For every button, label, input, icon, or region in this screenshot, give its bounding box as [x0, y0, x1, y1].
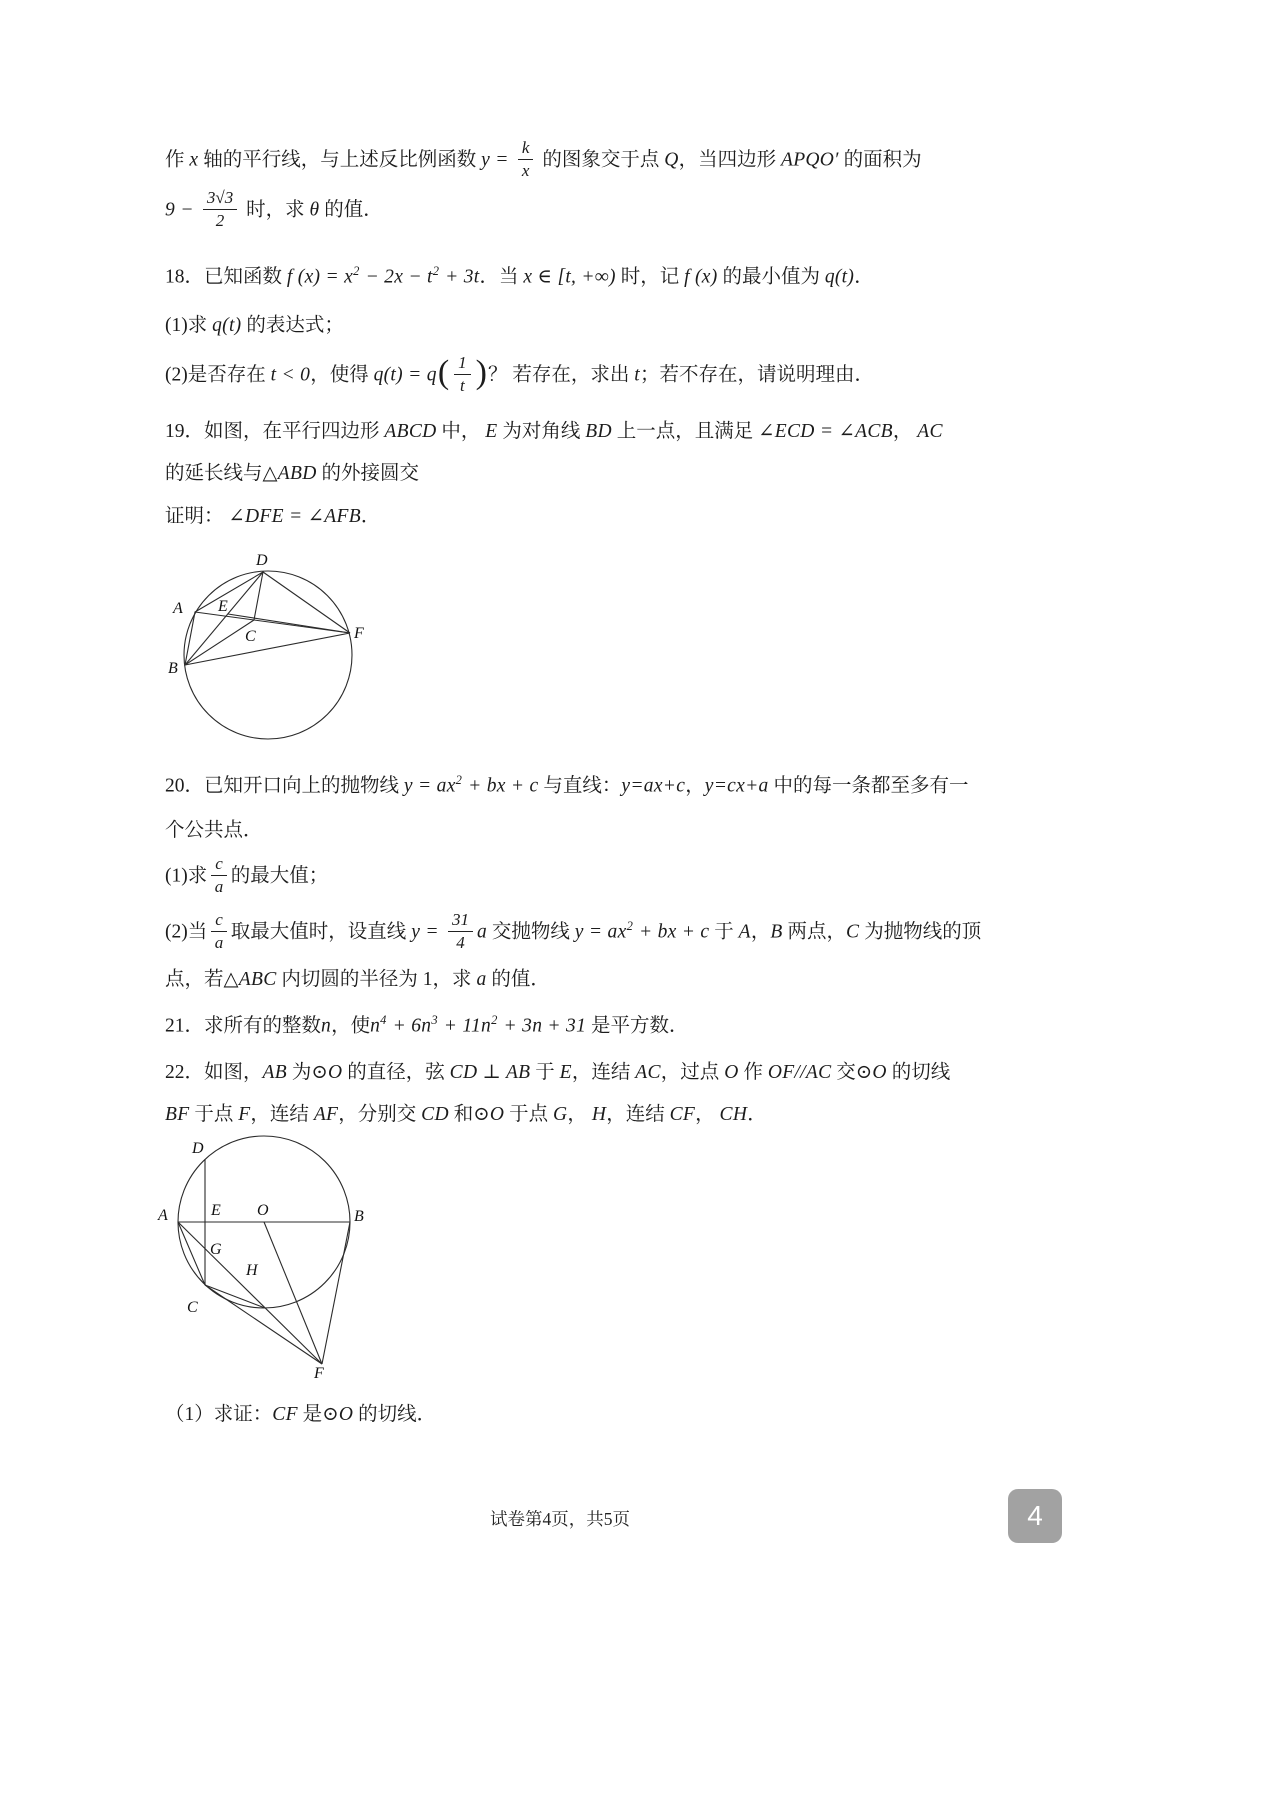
segment-ch — [205, 1285, 265, 1308]
text-run: 是平方数． — [586, 1015, 689, 1037]
text-run: ，连结 — [571, 1062, 636, 1083]
point-label-d: D — [256, 552, 268, 569]
math-run: y = — [411, 921, 444, 943]
math-run: ⊙O — [473, 1104, 505, 1125]
fraction: $\frac{c}{a}$ — [211, 854, 227, 896]
text-run: 和 — [448, 1104, 474, 1125]
superscript: 2 — [455, 773, 462, 787]
text-run: 时，记 — [615, 266, 685, 288]
segment-ac — [178, 1222, 205, 1285]
circumcircle — [184, 571, 352, 739]
text-run: 21．求所有的整数 — [165, 1015, 322, 1037]
text-line-14 — [165, 1011, 689, 1041]
text-run: (1)求 — [165, 315, 213, 336]
text-run: ， — [695, 1104, 720, 1125]
text-line-13 — [165, 966, 550, 994]
math-run: x — [189, 149, 199, 171]
point-label-a: A — [158, 1207, 168, 1224]
text-run: 的值． — [319, 199, 383, 221]
text-run: 20．已知开口向上的抛物线 — [165, 775, 404, 797]
segment-af — [178, 1222, 322, 1364]
math-run: a — [476, 969, 487, 990]
big-paren: ) — [475, 354, 487, 392]
text-run: 的直径，弦 — [342, 1062, 450, 1083]
math-run: ⊙O — [855, 1062, 887, 1083]
text-run: 的切线 — [886, 1062, 951, 1083]
math-run: E — [485, 421, 498, 442]
page-footer: 试卷第4页，共5页 — [490, 1509, 630, 1529]
text-run: 于点 — [189, 1104, 239, 1125]
text-run: 19．如图，在平行四边形 — [165, 421, 385, 442]
math-run: AC — [635, 1062, 661, 1083]
math-run: 9 − — [165, 199, 199, 221]
math-run: Q — [664, 149, 679, 171]
text-run: ，连结 — [606, 1104, 670, 1125]
text-run: 点，若 — [165, 969, 224, 990]
text-run: 的延长线与 — [165, 463, 263, 484]
text-line-11 — [165, 856, 328, 898]
segment-bd — [185, 572, 263, 665]
text-run: 于点 — [504, 1104, 554, 1125]
point-label-e: E — [218, 598, 228, 615]
fraction: $\frac{k}{x}$ — [518, 138, 534, 180]
text-run: ， — [892, 421, 918, 442]
point-label-e: E — [211, 1202, 221, 1219]
math-run: CD ⊥ AB — [449, 1062, 531, 1083]
text-run: 证明： — [165, 506, 229, 527]
text-run: 的图象交于点 — [537, 149, 665, 171]
text-run: 的最大值； — [230, 865, 329, 887]
text-run: ， — [685, 775, 705, 797]
text-run: ；若不存在，请说明理由． — [639, 364, 874, 386]
point-label-h: H — [246, 1262, 258, 1279]
math-run: n — [370, 1015, 381, 1037]
text-run: ， — [567, 1104, 592, 1125]
math-run: y = ax — [403, 775, 456, 797]
text-run: ， — [750, 921, 771, 943]
text-run: (2)当 — [165, 921, 208, 943]
text-run: 于 — [530, 1062, 560, 1083]
point-label-c: C — [187, 1299, 198, 1316]
text-run: (2)是否存在 — [165, 364, 271, 386]
fraction: $\frac{1}{t}$ — [454, 353, 471, 395]
text-line-10 — [165, 817, 263, 845]
text-run: ． — [360, 506, 381, 527]
fraction: $\frac{31}{4}$ — [448, 910, 473, 952]
math-run: C — [846, 921, 860, 943]
math-run: n — [321, 1015, 332, 1037]
math-run: − 2x − t — [360, 266, 433, 288]
math-run: A — [738, 921, 751, 943]
math-run: ∠ECD = ∠ACB — [758, 421, 893, 442]
math-run: △ABC — [223, 969, 277, 990]
text-run: ． — [854, 266, 874, 288]
text-run: 交 — [831, 1062, 856, 1083]
text-run: (1)求 — [165, 865, 208, 887]
text-run: 为对角线 — [497, 421, 586, 442]
math-run: + 6n — [387, 1015, 432, 1037]
point-label-g: G — [210, 1241, 222, 1258]
text-run: （1）求证： — [165, 1404, 273, 1425]
text-line-2 — [165, 190, 383, 232]
math-run: CD — [421, 1104, 449, 1125]
math-run: x ∈ [t, +∞) — [523, 266, 616, 288]
math-run: ⊙O — [311, 1062, 343, 1083]
point-label-f: F — [314, 1365, 324, 1380]
text-line-1 — [165, 140, 922, 182]
math-run: E — [559, 1062, 572, 1083]
math-run: BF — [165, 1104, 190, 1125]
math-run: ABCD — [384, 421, 437, 442]
superscript: 2 — [626, 919, 633, 934]
text-run: 的切线． — [353, 1404, 437, 1425]
text-run: 的值． — [486, 969, 550, 990]
math-run: BD — [585, 421, 612, 442]
geometry-diagram-problem-19 — [165, 545, 375, 760]
math-run: + 3t — [439, 266, 480, 288]
fraction: $\frac{c}{a}$ — [211, 910, 227, 952]
text-run: 轴的平行线，与上述反比例函数 — [198, 149, 482, 171]
text-run: ？ 若存在，求出 — [487, 364, 635, 386]
math-run: θ — [309, 199, 320, 221]
text-line-8 — [165, 503, 380, 531]
text-run: 的面积为 — [838, 149, 922, 171]
text-run: 的表达式； — [241, 315, 344, 336]
math-run: H — [591, 1104, 607, 1125]
math-run: APQO′ — [780, 149, 839, 171]
math-run: q(t) — [212, 315, 242, 336]
text-run: 18．已知函数 — [165, 266, 287, 288]
math-run: + 11n — [438, 1015, 492, 1037]
big-paren: ( — [437, 354, 450, 392]
superscript: 2 — [491, 1013, 498, 1027]
math-run: F — [238, 1104, 251, 1125]
math-run: AC — [917, 421, 943, 442]
math-run: B — [770, 921, 783, 943]
math-run: y=ax+c — [621, 775, 686, 797]
text-run: ，当四边形 — [678, 149, 781, 171]
text-run: 作 — [738, 1062, 768, 1083]
text-line-9 — [165, 771, 968, 801]
text-run: 时，求 — [241, 199, 310, 221]
text-run: ． — [747, 1104, 767, 1125]
math-run: OF//AC — [767, 1062, 832, 1083]
text-run: 为抛物线的顶 — [859, 921, 982, 943]
superscript: 2 — [432, 264, 439, 278]
text-run: ，过点 — [660, 1062, 725, 1083]
math-run: y = — [481, 149, 514, 171]
text-run: 是 — [297, 1404, 323, 1425]
text-run: 于 — [709, 921, 739, 943]
text-run: 中的每一条都至多有一 — [768, 775, 969, 797]
superscript: 3 — [431, 1013, 438, 1027]
text-run: 22．如图， — [165, 1062, 263, 1083]
math-run: △ABD — [262, 463, 317, 484]
superscript: 2 — [353, 264, 360, 278]
text-line-7 — [165, 460, 419, 488]
math-run: CF — [272, 1404, 298, 1425]
text-run: 作 — [165, 149, 190, 171]
text-line-4 — [165, 312, 344, 340]
text-run: ，连结 — [250, 1104, 314, 1125]
math-run: t < 0 — [270, 364, 311, 386]
text-run: ，分别交 — [338, 1104, 422, 1125]
math-run: q(t) — [824, 266, 855, 288]
text-run: ，使得 — [310, 364, 374, 386]
math-run: O — [724, 1062, 739, 1083]
math-run: t — [634, 364, 640, 386]
math-run: G — [553, 1104, 568, 1125]
math-run: y=cx+a — [704, 775, 769, 797]
math-run: CH — [719, 1104, 748, 1125]
text-line-17 — [165, 1401, 436, 1429]
geometry-diagram-problem-22 — [134, 1122, 374, 1380]
math-run: + 3n + 31 — [498, 1015, 587, 1037]
text-run: 取最大值时，设直线 — [230, 921, 412, 943]
text-run: 的外接圆交 — [316, 463, 420, 484]
math-run: CF — [669, 1104, 696, 1125]
text-run: 上一点，且满足 — [611, 421, 759, 442]
text-line-5 — [165, 355, 874, 397]
point-label-d: D — [192, 1140, 204, 1157]
math-run: AB — [262, 1062, 287, 1083]
point-label-b: B — [168, 660, 178, 677]
point-label-a: A — [173, 600, 183, 617]
text-line-12 — [165, 912, 981, 954]
segment-df — [263, 572, 350, 633]
math-run: q(t) = q — [373, 364, 437, 386]
superscript: 4 — [380, 1013, 387, 1027]
text-line-3 — [165, 262, 874, 292]
point-label-b: B — [354, 1208, 364, 1225]
text-line-15 — [165, 1059, 950, 1087]
text-run: 个公共点． — [165, 820, 263, 841]
math-run: ∠DFE = ∠AFB — [228, 506, 361, 527]
segment-cf — [205, 1285, 322, 1364]
math-run: + bx + c — [462, 775, 539, 797]
text-run: 内切圆的半径为 1，求 — [276, 969, 477, 990]
math-run: + bx + c — [633, 921, 710, 943]
text-run: 交抛物线 — [487, 921, 575, 943]
fraction: $\frac{3√3}{2}$ — [203, 188, 237, 230]
page-number-badge: 4 — [1008, 1489, 1062, 1543]
point-label-o: O — [257, 1202, 269, 1219]
text-run: ，使 — [331, 1015, 371, 1037]
text-run: 为 — [286, 1062, 312, 1083]
text-line-6 — [165, 418, 943, 446]
text-run: 的最小值为 — [717, 266, 825, 288]
math-run: ⊙O — [322, 1404, 354, 1425]
point-label-f: F — [354, 625, 364, 642]
text-run: 两点， — [782, 921, 846, 943]
point-label-c: C — [245, 628, 256, 645]
text-run: ．当 — [479, 266, 524, 288]
math-run: f (x) = x — [286, 266, 354, 288]
math-run: a — [476, 921, 488, 943]
text-run: 中， — [436, 421, 486, 442]
text-run: 与直线： — [538, 775, 622, 797]
tangent-bf — [322, 1222, 350, 1364]
math-run: y = ax — [574, 921, 627, 943]
math-run: f (x) — [684, 266, 718, 288]
math-run: AF — [313, 1104, 339, 1125]
